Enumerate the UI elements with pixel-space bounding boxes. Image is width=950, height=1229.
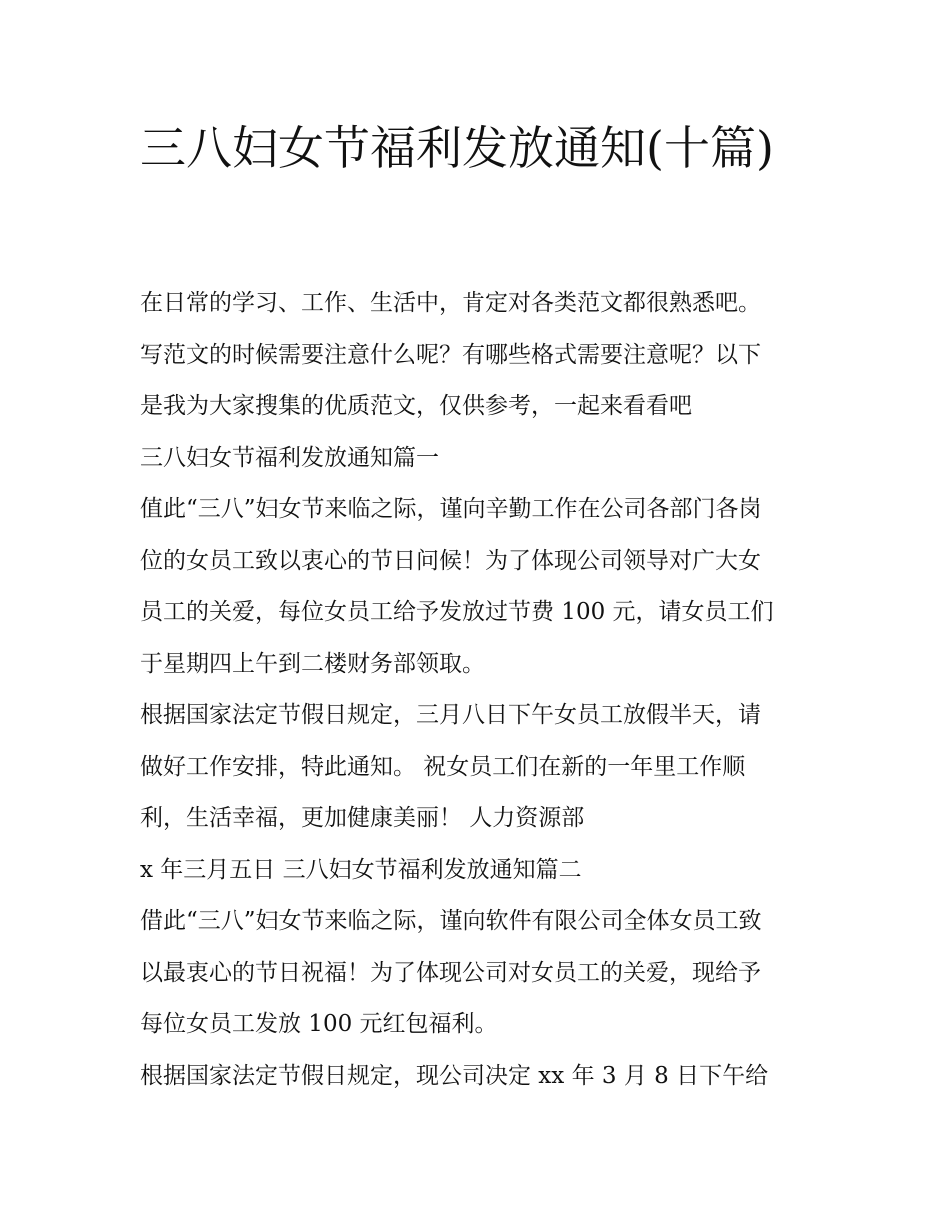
section-heading: x 年三月五日 三八妇女节福利发放通知篇二 [140,856,582,883]
document-body [140,278,830,1102]
body-line: 写范文的时候需要注意什么呢？有哪些格式需要注意呢？以下 [140,341,761,368]
body-line: 员工的关爱，每位女员工给予发放过节费 100 元，请女员工们 [140,599,774,625]
body-line: 以最衷心的节日祝福！为了体现公司对女员工的关爱，现给予 [140,959,761,986]
body-line: 根据国家法定节假日规定，现公司决定 xx 年 3 月 8 日下午给 [140,1062,769,1089]
document-title: 三八妇女节福利发放通知(十篇) [140,121,774,175]
body-line: 于星期四上午到二楼财务部领取。 [140,650,485,677]
body-line: 位的女员工致以衷心的节日问候！为了体现公司领导对广大女 [140,547,761,574]
body-line: 做好工作安排，特此通知。 祝女员工们在新的一年里工作顺 [140,753,746,780]
body-line: 根据国家法定节假日规定，三月八日下午女员工放假半天，请 [140,702,761,728]
body-line: 在日常的学习、工作、生活中，肯定对各类范文都很熟悉吧。 [140,290,761,316]
body-line: 借此“三八”妇女节来临之际，谨向软件有限公司全体女员工致 [140,908,762,934]
body-line: 是我为大家搜集的优质范文，仅供参考，一起来看看吧 [140,393,692,419]
body-line: 值此“三八”妇女节来临之际，谨向辛勤工作在公司各部门各岗 [140,496,762,522]
body-line: 每位女员工发放 100 元红包福利。 [140,1011,498,1037]
body-line: 利，生活幸福，更加健康美丽！ 人力资源部 [140,805,585,831]
section-heading: 三八妇女节福利发放通知篇一 [140,444,439,471]
